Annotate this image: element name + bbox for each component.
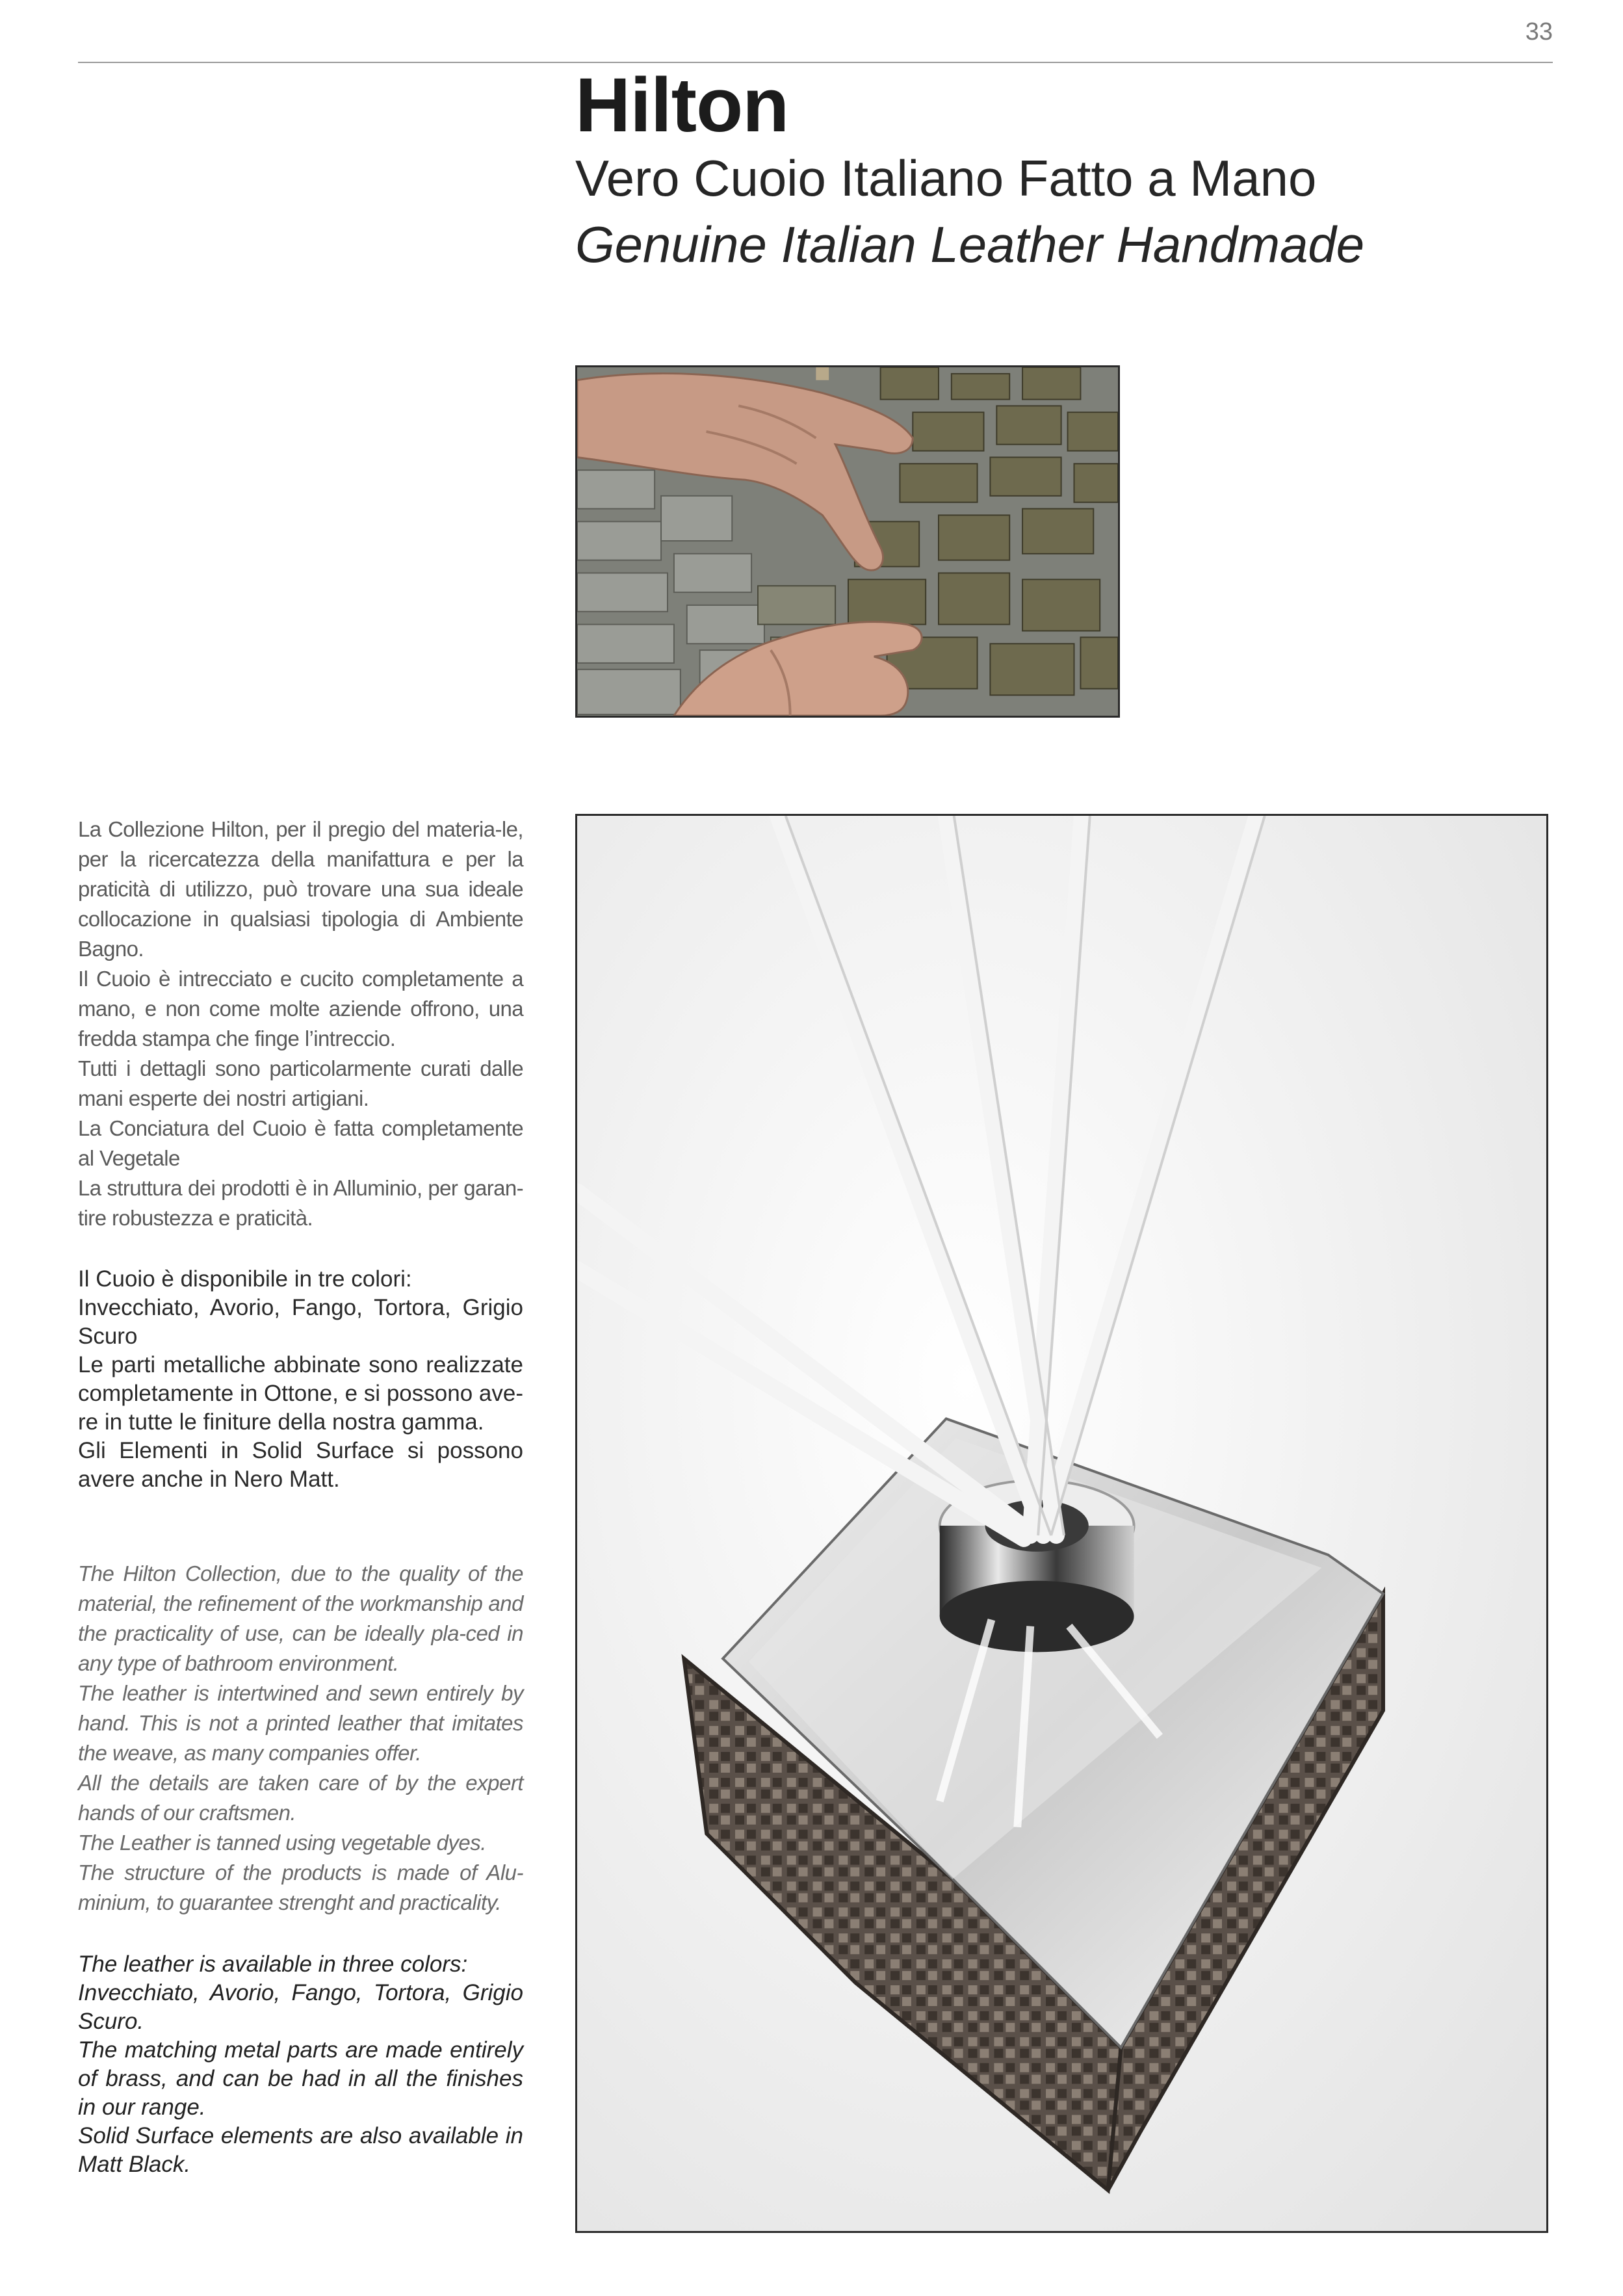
subtitle-italian: Vero Cuoio Italiano Fatto a Mano	[575, 150, 1317, 207]
english-paragraph: The Hilton Collection, due to the quality of the material, the refinement of the workmanship and the practicality of use, can be ideally pla-ced in any type of bathroom environment.	[78, 1561, 523, 1675]
english-paragraph: All the details are taken care of by the expert hands of our craftsmen.	[78, 1771, 523, 1825]
english-colors	[78, 1950, 523, 2179]
hands-weaving-leather-photo	[575, 365, 1120, 718]
italian-description	[78, 815, 523, 1233]
italian-paragraph: La Collezione Hilton, per il pregio del materia-le, per la ricercatezza della manifattura e per la praticità di utilizzo, può trovare una sua ideale collocazione in qualsiasi tipologia di Ambiente Bagno.	[78, 817, 523, 961]
italian-paragraph: Tutti i dettagli sono particolarmente curati dalle mani esperte dei nostri artigiani.	[78, 1056, 523, 1110]
leather-reed-diffuser-photo	[575, 814, 1548, 2233]
english-description	[78, 1559, 523, 1918]
top-divider	[78, 62, 1553, 63]
english-paragraph: The Leather is tanned using vegetable dyes.	[78, 1831, 486, 1855]
italian-colors	[78, 1265, 523, 1494]
page-number: 33	[1525, 18, 1553, 46]
english-colors-line: The matching metal parts are made entirely of brass, and can be had in all the finishes in our range.	[78, 2037, 523, 2120]
english-paragraph: The leather is intertwined and sewn entirely by hand. This is not a printed leather that imitates the weave, as many companies offer.	[78, 1681, 523, 1765]
english-colors-line: The leather is available in three colors:	[78, 1951, 468, 1977]
weaving-illustration	[577, 367, 1118, 716]
page-title: Hilton	[575, 62, 789, 148]
italian-colors-line: Gli Elementi in Solid Surface si possono avere anche in Nero Matt.	[78, 1438, 523, 1492]
subtitle-english: Genuine Italian Leather Handmade	[575, 216, 1365, 273]
english-paragraph: The structure of the products is made of Alu-minium, to guarantee strenght and practicality.	[78, 1860, 523, 1914]
english-colors-line: Invecchiato, Avorio, Fango, Tortora, Grigio Scuro.	[78, 1980, 523, 2034]
italian-paragraph: Il Cuoio è intrecciato e cucito completamente a mano, e non come molte aziende offrono, una fredda stampa che finge l’intreccio.	[78, 967, 523, 1050]
italian-colors-line: Le parti metalliche abbinate sono realizzate completamente in Ottone, e si possono ave-re in tutte le finiture della nostra gamma.	[78, 1352, 523, 1435]
diffuser-illustration	[577, 816, 1546, 2231]
italian-colors-line: Invecchiato, Avorio, Fango, Tortora, Grigio Scuro	[78, 1295, 523, 1349]
italian-paragraph: La struttura dei prodotti è in Alluminio, per garan-tire robustezza e praticità.	[78, 1176, 523, 1230]
italian-paragraph: La Conciatura del Cuoio è fatta completamente al Vegetale	[78, 1116, 523, 1170]
english-colors-line: Solid Surface elements are also available in Matt Black.	[78, 2123, 523, 2177]
italian-colors-line: Il Cuoio è disponibile in tre colori:	[78, 1266, 412, 1292]
